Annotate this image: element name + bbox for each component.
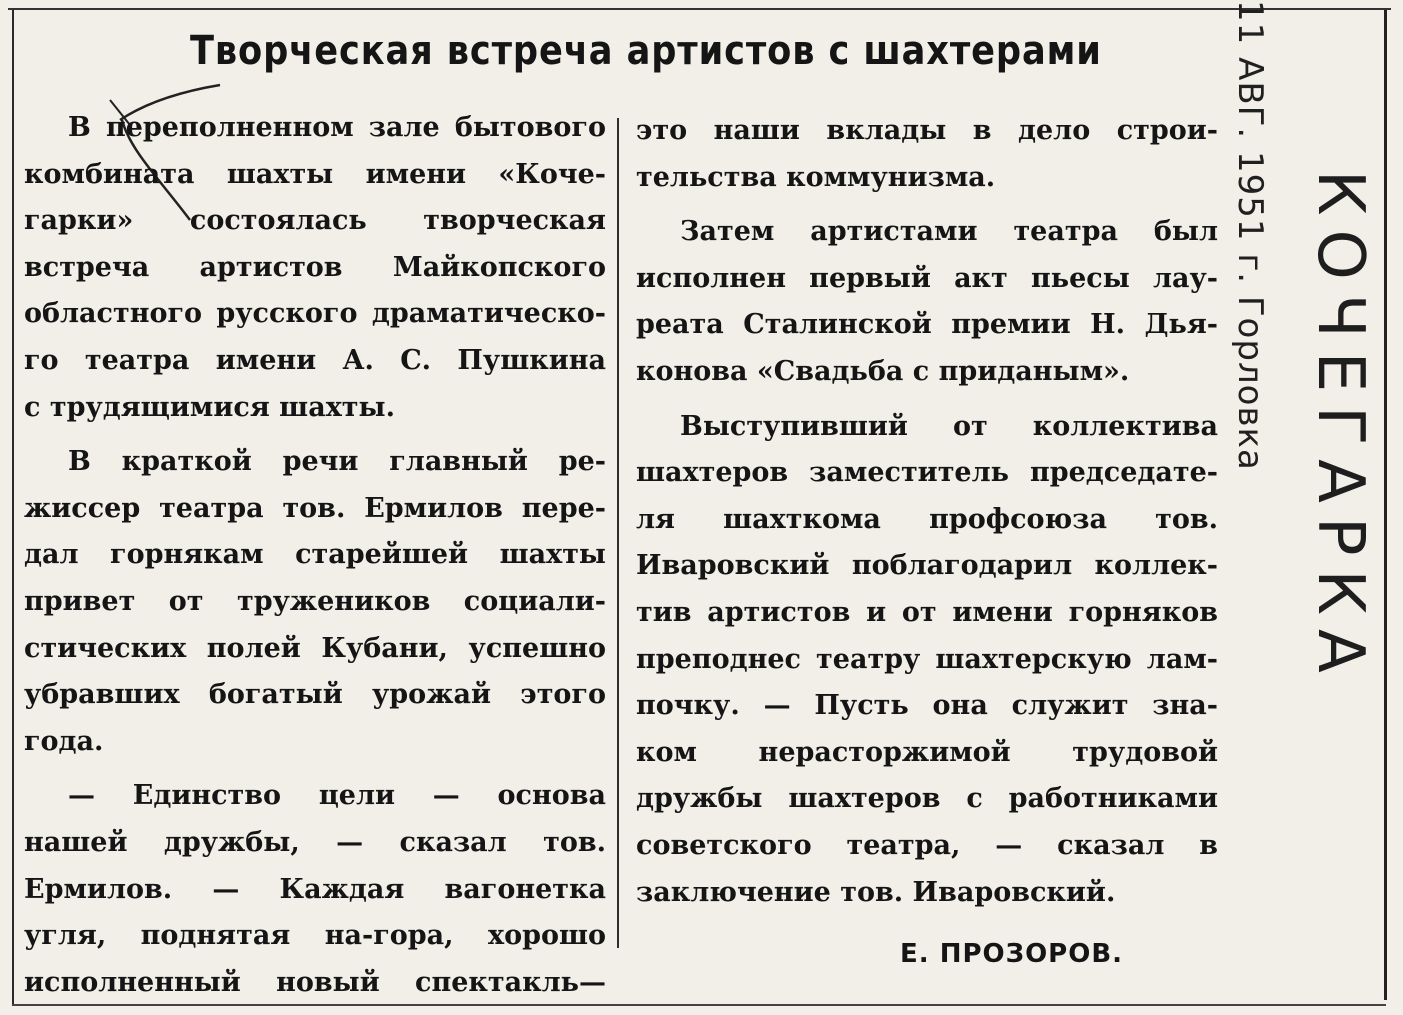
text-line: Ермилов. — Каждая вагонетка bbox=[24, 873, 606, 905]
text-line: гарки» состоялась творческая bbox=[24, 205, 606, 237]
text-line: тив артистов и от имени горняков bbox=[636, 596, 1218, 628]
text-line: шахтеров заместитель председате- bbox=[636, 457, 1218, 489]
date-stamp-text: 11 АВГ. 1951 г. Горловка bbox=[1230, 0, 1270, 471]
text-line: — Единство цели — основа bbox=[68, 780, 606, 812]
border-left bbox=[12, 10, 14, 1005]
text-line: привет от тружеников социали- bbox=[24, 585, 606, 617]
newspaper-name-text: КОЧЕГАРКА bbox=[1303, 170, 1377, 687]
text-line: дружбы шахтеров с работниками bbox=[636, 783, 1218, 815]
text-line: Выступивший от коллектива bbox=[680, 410, 1218, 442]
text-line: комбината шахты имени «Коче- bbox=[24, 158, 606, 190]
text-line: В переполненном зале бытового bbox=[68, 112, 606, 143]
left-column bbox=[24, 105, 606, 1006]
text-line: конова «Свадьба с приданым». bbox=[636, 355, 1130, 387]
text-line: нашей дружбы, — сказал тов. bbox=[24, 826, 606, 858]
text-line: го театра имени А. С. Пушкина bbox=[24, 344, 606, 376]
text-line: В краткой речи главный ре- bbox=[68, 446, 606, 478]
text-line: исполненный новый спектакль— bbox=[24, 966, 606, 998]
text-line: заключение тов. Иваровский. bbox=[636, 876, 1116, 908]
text-line: Иваровский поблагодарил коллек- bbox=[636, 550, 1218, 582]
text-line: тельства коммунизма. bbox=[636, 161, 996, 193]
column-divider bbox=[617, 118, 619, 948]
text-line: стических полей Кубани, успешно bbox=[24, 632, 606, 664]
text-line: встреча артистов Майкопского bbox=[24, 251, 606, 283]
article-headline: Творческая встреча артистов с шахтерами bbox=[190, 28, 1102, 74]
text-line: ля шахткома профсоюза тов. bbox=[636, 503, 1218, 535]
text-line: ком нерасторжимой трудовой bbox=[636, 736, 1218, 768]
text-line: дал горнякам старейшей шахты bbox=[24, 539, 606, 571]
text-line: почку. — Пусть она служит зна- bbox=[636, 690, 1218, 722]
author-signature: Е. ПРОЗОРОВ. bbox=[900, 939, 1124, 969]
text-line: реата Сталинской премии Н. Дья- bbox=[636, 309, 1218, 341]
border-top bbox=[8, 8, 1391, 10]
text-line: преподнес театру шахтерскую лам- bbox=[636, 643, 1218, 675]
text-line: советского театра, — сказал в bbox=[636, 829, 1218, 861]
text-line: жиссер театра тов. Ермилов пере- bbox=[24, 492, 606, 524]
text-line: Затем артистами театра был bbox=[680, 216, 1218, 248]
text-line: областного русского драматическо- bbox=[24, 298, 606, 330]
text-line: угля, поднятая на-гора, хорошо bbox=[24, 920, 606, 952]
text-line: это наши вклады в дело строи- bbox=[636, 115, 1218, 146]
text-line: с трудящимися шахты. bbox=[24, 391, 395, 423]
right-column bbox=[636, 108, 1218, 916]
text-line: убравших богатый урожай этого bbox=[24, 679, 606, 711]
text-line: года. bbox=[24, 725, 104, 757]
border-right bbox=[1384, 10, 1387, 1000]
text-line: исполнен первый акт пьесы лау- bbox=[636, 262, 1218, 294]
